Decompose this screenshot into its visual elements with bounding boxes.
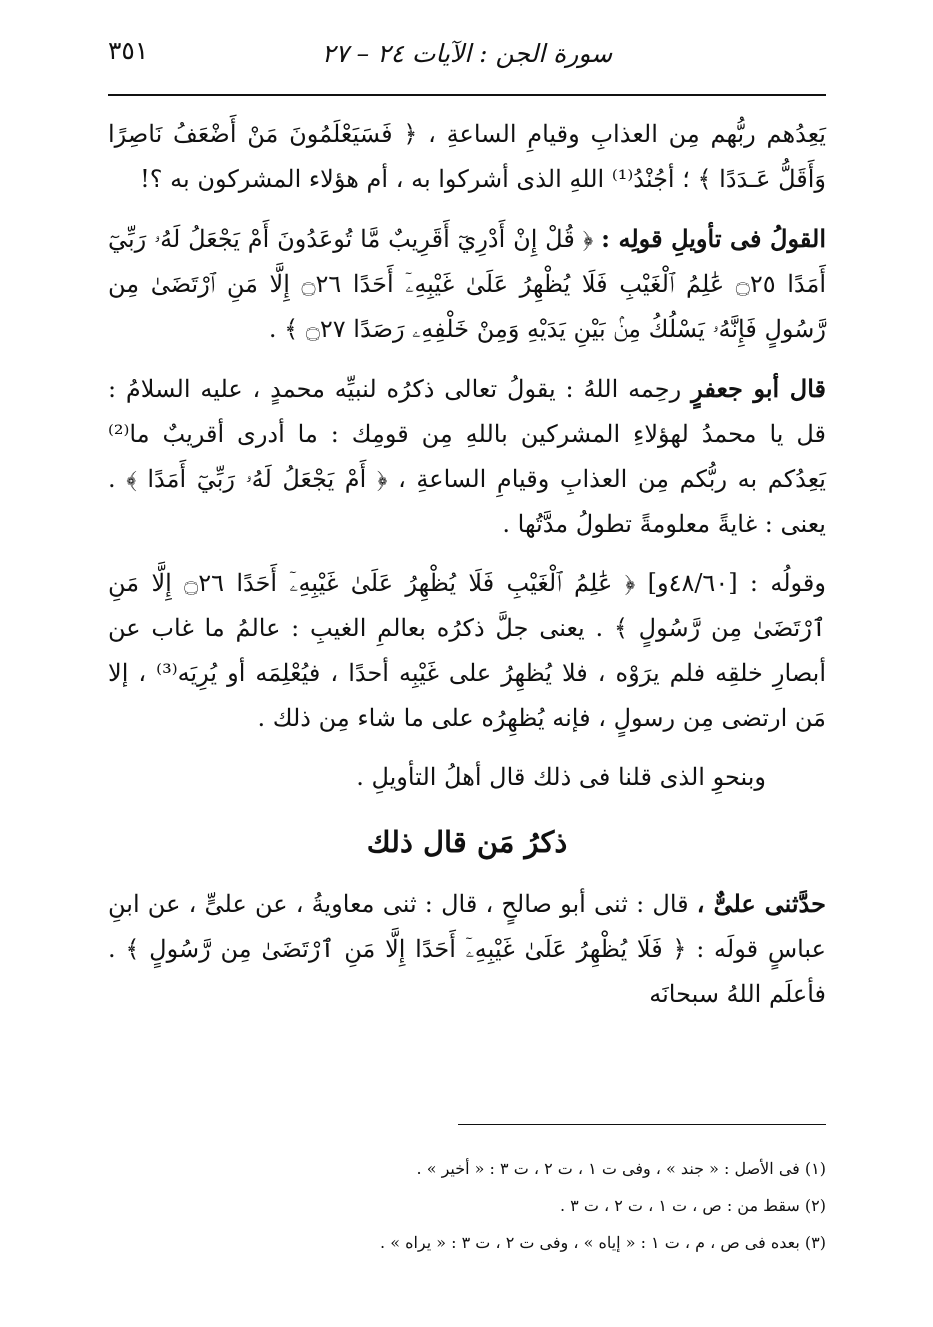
running-title: سورة الجن : الآيات ٢٤ – ٢٧ <box>321 38 613 68</box>
paragraph-6 <box>108 881 826 1017</box>
running-header <box>108 28 826 78</box>
narration-lead: حدَّثنى علىٌّ ، <box>696 889 826 918</box>
paragraph-3-text: رحِمه اللهُ : يقولُ تعالى ذكرُه لنبيِّه محمدٍ ، عليه السلامُ : قل يا محمدُ لهؤلاءِ المشركين باللهِ مِن قومِك : ما أدرى أقريبٌ ما⁽²⁾ يَعِدُكم به ربُّكم مِن العذابِ وقيامِ الساعةِ ، ﴿ أَمْ يَجْعَلُ لَهُۥ رَبِّيٓ أَمَدًا ﴾ . يعنى : غايةً معلومةً تطولُ مدَّتُها . <box>108 375 826 538</box>
footnote-3: (٣) بعده فى ص ، م ، ت ١ : « إياه » ، وفى ت ٢ ، ت ٣ : « يراه » . <box>380 1233 826 1252</box>
author-lead: قال أبو جعفرٍ <box>691 374 826 403</box>
section-heading: ذكرُ مَن قال ذلك <box>366 825 568 859</box>
paragraph-2 <box>108 216 826 352</box>
header-rule <box>108 94 826 96</box>
paragraph-1: يَعِدُهم ربُّهم مِن العذابِ وقيامِ الساعةِ ، ﴿ فَسَيَعْلَمُونَ مَنْ أَضْعَفُ نَاصِرًا وَأَقَلُّ عَـدَدًا ﴾ ؛ أجُنْدُ⁽¹⁾ اللهِ الذى أشركوا به ، أم هؤلاء المشركون به ؟! <box>108 120 826 193</box>
paragraph-5: وبنحوِ الذى قلنا فى ذلك قال أهلُ التأويلِ . <box>356 763 766 791</box>
page-number: ٣٥١ <box>108 36 149 65</box>
paragraph-3 <box>108 366 826 547</box>
paragraph-6-text: قال : ثنى أبو صالحٍ ، قال : ثنى معاويةُ ، عن علىٍّ ، عن ابنِ عباسٍ قولَه : ﴿ فَلَا يُظْهِرُ عَلَىٰ غَيْبِهِۦٓ أَحَدًا إِلَّا مَنِ ٱرْتَضَىٰ مِن رَّسُولٍ ﴾ . فأعلَم اللهُ سبحانَه <box>108 890 826 1008</box>
section-lead: القولُ فى تأويلِ قولِه : <box>601 224 827 253</box>
main-text <box>108 112 826 1031</box>
paragraph-4: وقولُه : [٤٨/٦٠و] ﴿ عَٰلِمُ ٱلْغَيْبِ فَلَا يُظْهِرُ عَلَىٰ غَيْبِهِۦٓ أَحَدًا ۝٢٦ إِلَّا مَنِ ٱرْتَضَىٰ مِن رَّسُولٍ ﴾ . يعنى جلَّ ذكرُه بعالمِ الغيبِ : عالمُ ما غاب عن أبصارِ خلقِه فلم يرَوْه ، فلا يُظهِرُ على غَيْبِه أحدًا ، فيُعْلِمَه أو يُرِيَه⁽³⁾ ، إلا مَن ارتضى مِن رسولٍ ، فإنه يُظهِرُه على ما شاء مِن ذلك . <box>108 569 826 732</box>
quran-verses: ﴿ قُلْ إِنْ أَدْرِيٓ أَقَرِيبٌ مَّا تُوعَدُونَ أَمْ يَجْعَلُ لَهُۥ رَبِّيٓ أَمَدًا ۝٢٥ عَٰلِمُ ٱلْغَيْبِ فَلَا يُظْهِرُ عَلَىٰ غَيْبِهِۦٓ أَحَدًا ۝٢٦ إِلَّا مَنِ ٱرْتَضَىٰ مِن رَّسُولٍ فَإِنَّهُۥ يَسْلُكُ مِنۢ بَيْنِ يَدَيْهِ وَمِنْ خَلْفِهِۦ رَصَدًا ۝٢٧ ﴾ . <box>108 225 826 343</box>
footnote-2: (٢) سقط من : ص ، ت ١ ، ت ٢ ، ت ٣ . <box>559 1196 826 1215</box>
footnotes <box>108 1150 826 1261</box>
footnote-1: (١) فى الأصل : « جند » ، وفى ت ١ ، ت ٢ ، ت ٣ : « أخير » . <box>416 1159 826 1178</box>
footnote-rule <box>458 1124 826 1125</box>
